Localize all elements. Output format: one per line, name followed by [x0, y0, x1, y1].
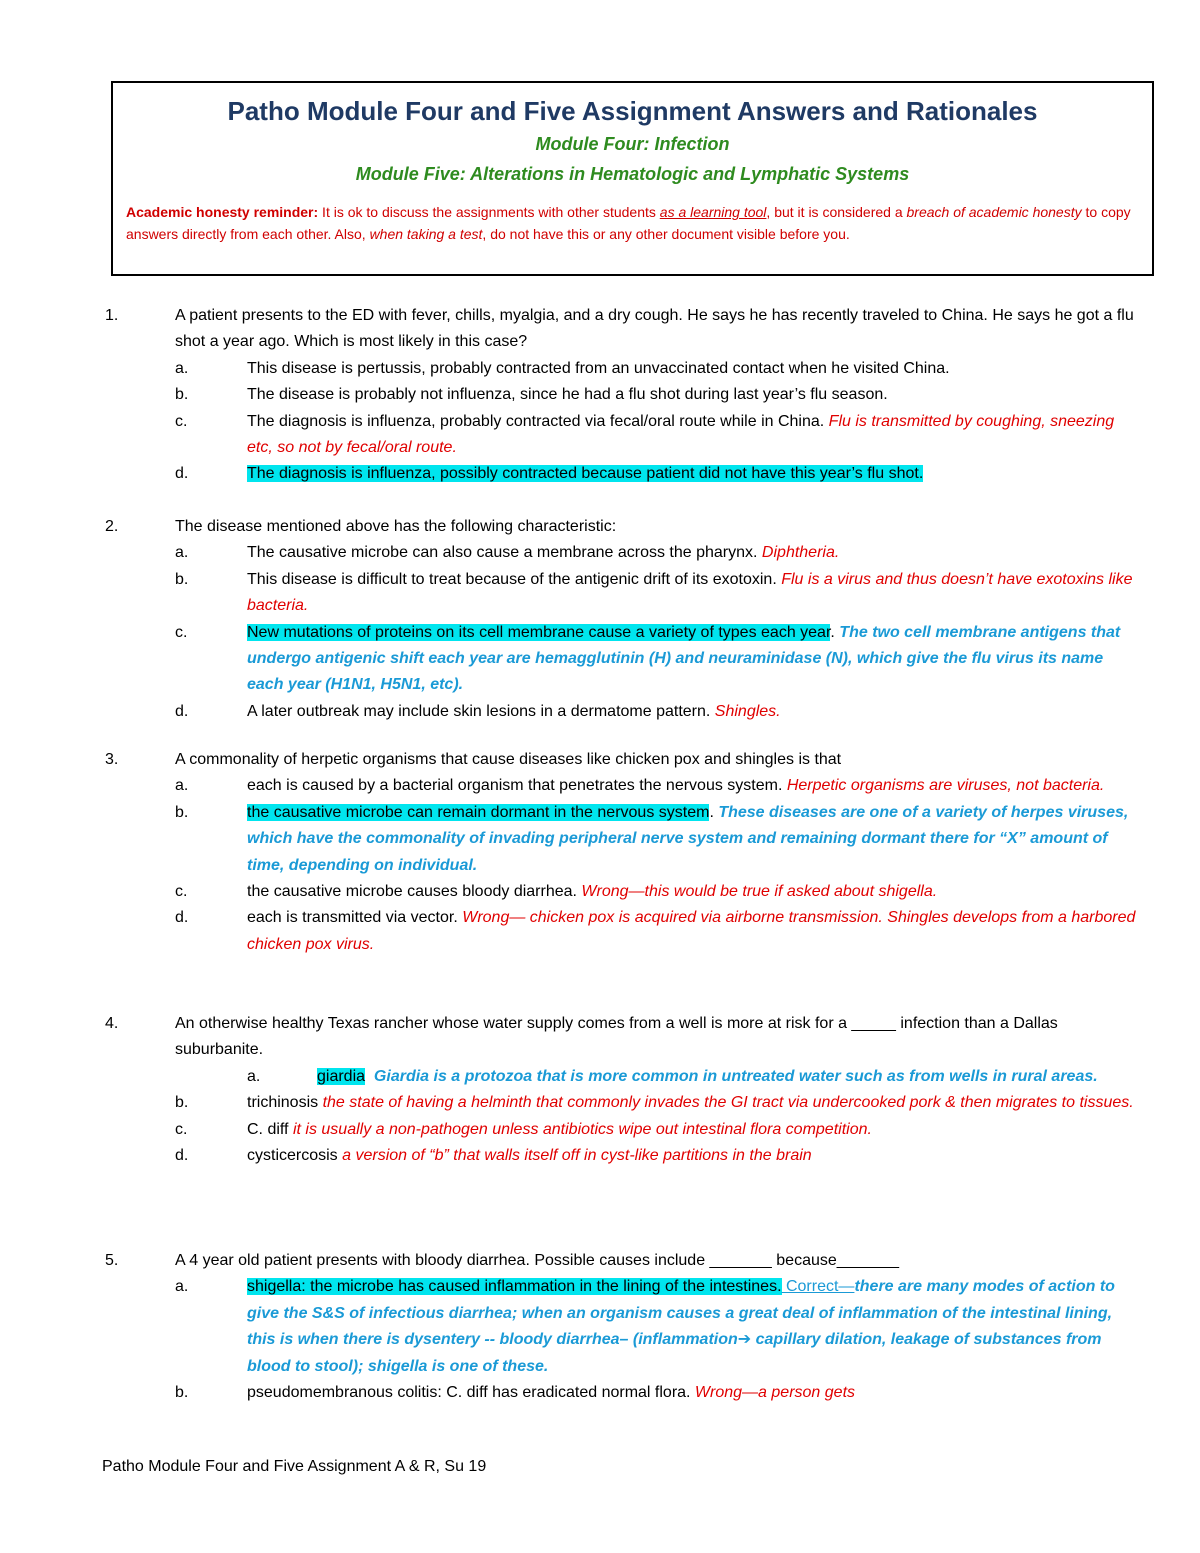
- question-number: 4.: [105, 1015, 119, 1032]
- question-stem: An otherwise healthy Texas rancher whose water supply comes from a well is more at risk for a _____ infection than a Dallas suburbanite.: [175, 1015, 1058, 1059]
- highlighted-answer: the causative microbe can remain dormant in the nervous system: [247, 803, 710, 821]
- option-letter: d.: [175, 702, 189, 720]
- honesty-text: It is ok to discuss the assignments with other students: [318, 204, 660, 220]
- option-b: [100, 1090, 1140, 1116]
- honesty-label: Academic honesty reminder:: [126, 204, 319, 220]
- option-rationale: Diphtheria.: [757, 544, 840, 562]
- page-footer: Patho Module Four and Five Assignment A & R, Su 19: [102, 1458, 487, 1475]
- option-text: The diagnosis is influenza, probably contracted via fecal/oral route while in China.: [247, 412, 825, 430]
- option-text: trichinosis: [247, 1094, 319, 1112]
- correct-label: Correct—: [781, 1278, 855, 1296]
- module-four-subtitle: Module Four: Infection: [535, 134, 730, 154]
- option-text: pseudomembranous colitis: C. diff has eradicated normal flora.: [247, 1384, 691, 1402]
- option-a: [100, 356, 1140, 382]
- option-rationale: Flu is transmitted by coughing, sneezing etc, so not by fecal/oral route.: [247, 412, 1115, 457]
- option-text: A later outbreak may include skin lesions in a dermatome pattern.: [247, 702, 711, 720]
- option-text: This disease is pertussis, probably contracted from an unvaccinated contact when he visited China.: [247, 359, 950, 377]
- honesty-text: , but it is considered a: [766, 204, 907, 220]
- honesty-italic: breach of academic honesty: [906, 204, 1082, 220]
- option-rationale: it is usually a non-pathogen unless antibiotics wipe out intestinal flora competition.: [288, 1120, 872, 1138]
- question-stem: A patient presents to the ED with fever, chills, myalgia, and a dry cough. He says he has recently traveled to China. He says he got a flu shot a year ago. Which is most likely in this case?: [175, 307, 1134, 351]
- highlighted-answer: giardia: [317, 1067, 366, 1085]
- question-number: 1.: [105, 307, 119, 324]
- question-2: [100, 514, 1140, 725]
- option-a-correct: [100, 1274, 1140, 1380]
- question-number: 2.: [105, 518, 119, 535]
- option-c: [100, 1117, 1140, 1143]
- option-text: The disease is probably not influenza, since he had a flu shot during last year’s flu season.: [247, 386, 888, 404]
- option-text: each is transmitted via vector.: [247, 909, 458, 927]
- highlighted-answer: shigella: the microbe has caused inflammation in the lining of the intestines.: [247, 1278, 782, 1296]
- option-d: [100, 905, 1140, 958]
- option-punctuation: .: [830, 623, 840, 641]
- module-five-subtitle: Module Five: Alterations in Hematologic and Lymphatic Systems: [355, 164, 910, 184]
- question-number: 3.: [105, 751, 119, 768]
- honesty-italic: when taking a test: [369, 226, 483, 242]
- option-d: [100, 699, 1140, 725]
- option-text: cysticercosis: [247, 1147, 338, 1165]
- option-rationale: Wrong— chicken pox is acquired via airborne transmission. Shingles develops from a harbored chicken pox virus.: [247, 909, 1136, 953]
- option-c-correct: [100, 620, 1140, 699]
- option-text: the causative microbe causes bloody diarrhea.: [247, 883, 577, 901]
- option-rationale: Giardia is a protozoa that is more common in untreated water such as from wells in rural areas.: [373, 1067, 1098, 1085]
- option-rationale: a version of “b” that walls itself off in cyst-like partitions in the brain: [337, 1147, 812, 1165]
- right-arrow-icon: ➔: [737, 1331, 752, 1349]
- option-b: [100, 567, 1140, 620]
- option-letter: a.: [175, 544, 189, 562]
- highlighted-answer: The diagnosis is influenza, possibly contracted because patient did not have this year’s flu shot.: [247, 465, 924, 483]
- highlighted-answer: New mutations of proteins on its cell membrane cause a variety of types each year: [247, 623, 831, 641]
- question-stem: A commonality of herpetic organisms that cause diseases like chicken pox and shingles is that: [175, 751, 842, 768]
- question-stem: A 4 year old patient presents with bloody diarrhea. Possible causes include _______ because_______: [175, 1252, 900, 1269]
- option-rationale: Flu is a virus and thus doesn’t have exotoxins like bacteria.: [247, 570, 1133, 615]
- option-rationale: The two cell membrane antigens that undergo antigenic shift each year are hemagglutinin (H) and neuraminidase (N), which give the flu virus its name each year (H1N1, H5N1, etc).: [247, 623, 1121, 694]
- option-d: [100, 1143, 1140, 1169]
- honesty-underline: as a learning tool: [659, 204, 767, 220]
- question-1: [100, 303, 1140, 488]
- option-letter: a.: [175, 1278, 189, 1296]
- option-rationale: the state of having a helminth that commonly invades the GI tract via undercooked pork & then migrates to tissues.: [318, 1094, 1134, 1112]
- option-letter: b.: [175, 1094, 189, 1112]
- header-box: [111, 81, 1154, 276]
- option-letter: a.: [175, 359, 189, 377]
- option-rationale: capillary dilation, leakage of substances from blood to stool); shigella is one of these.: [247, 1331, 1102, 1375]
- honesty-text: to copy answers directly from each other. Also,: [126, 204, 1131, 242]
- option-a-correct: [100, 1064, 1140, 1090]
- option-text: This disease is difficult to treat because of the antigenic drift of its exotoxin.: [247, 570, 777, 588]
- option-b-correct: [100, 800, 1140, 879]
- option-rationale: These diseases are one of a variety of herpes viruses, which have the commonality of invading peripheral nerve system and remaining dormant there for “X” amount of time, depending on individual.: [247, 803, 1129, 874]
- option-letter: d.: [175, 1147, 189, 1165]
- question-3: [100, 747, 1140, 958]
- option-rationale: Shingles.: [710, 702, 781, 720]
- option-rationale: there are many modes of action to give the S&S of infectious diarrhea; when an organism causes a great deal of inflammation of the intestinal lining, this is when there is dysentery -- bloody diarrhea– (inflammation: [247, 1278, 1115, 1349]
- question-stem: The disease mentioned above has the following characteristic:: [175, 518, 617, 535]
- option-b: [100, 382, 1140, 408]
- document-title: Patho Module Four and Five Assignment Answers and Rationales: [227, 96, 1038, 126]
- option-letter: c.: [175, 1120, 188, 1138]
- option-text: The causative microbe can also cause a membrane across the pharynx.: [247, 544, 758, 562]
- option-c: [100, 879, 1140, 905]
- academic-honesty-reminder: [113, 189, 1152, 245]
- question-4: [100, 1011, 1140, 1169]
- option-b: [100, 1380, 1140, 1406]
- option-letter: a.: [247, 1067, 261, 1085]
- option-letter: c.: [175, 883, 188, 901]
- option-letter: b.: [175, 1384, 189, 1402]
- question-number: 5.: [105, 1252, 119, 1269]
- option-c: [100, 409, 1140, 462]
- honesty-text: , do not have this or any other document visible before you.: [482, 226, 850, 242]
- option-punctuation: .: [709, 803, 719, 821]
- option-letter: d.: [175, 909, 189, 927]
- option-a: [100, 540, 1140, 566]
- option-rationale: Herpetic organisms are viruses, not bacteria.: [782, 777, 1105, 795]
- option-text: each is caused by a bacterial organism that penetrates the nervous system.: [247, 777, 783, 795]
- option-letter: c.: [175, 623, 188, 641]
- option-d-correct: [100, 461, 1140, 487]
- option-a: [100, 773, 1140, 799]
- option-text: C. diff: [247, 1120, 289, 1138]
- option-letter: b.: [175, 386, 189, 404]
- option-letter: a.: [175, 777, 189, 795]
- option-letter: c.: [175, 412, 188, 430]
- option-rationale: Wrong—a person gets: [690, 1384, 856, 1402]
- question-5: [100, 1248, 1140, 1406]
- option-letter: b.: [175, 803, 189, 821]
- option-rationale: Wrong—this would be true if asked about shigella.: [576, 883, 938, 901]
- option-letter: d.: [175, 465, 189, 483]
- option-letter: b.: [175, 570, 189, 588]
